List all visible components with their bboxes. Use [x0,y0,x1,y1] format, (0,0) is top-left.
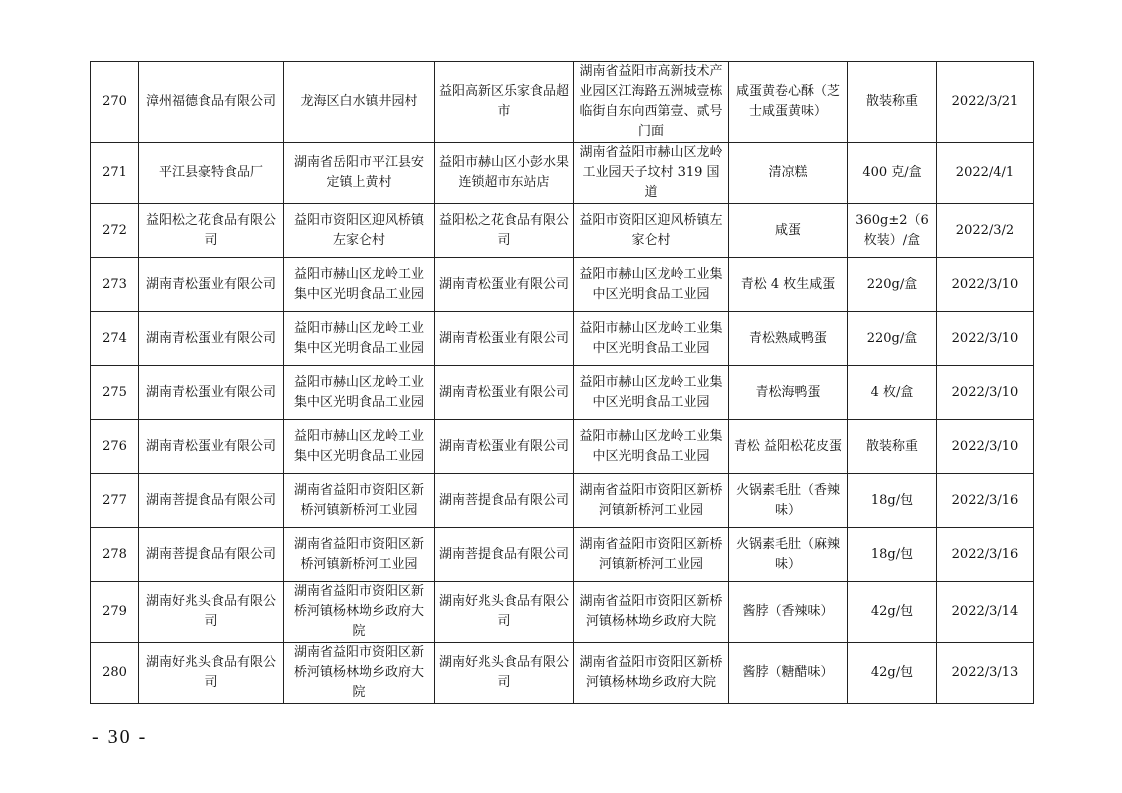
producer-address: 益阳市赫山区龙岭工业集中区光明食品工业园 [284,258,435,312]
seller-name: 益阳松之花食品有限公司 [435,204,574,258]
seller-name: 益阳高新区乐家食品超市 [435,62,574,143]
seller-address: 湖南省益阳市赫山区龙岭工业园天子坟村 319 国道 [574,143,729,204]
seller-name: 益阳市赫山区小彭水果连锁超市东站店 [435,143,574,204]
row-number: 278 [91,528,139,582]
seller-name: 湖南好兆头食品有限公司 [435,582,574,643]
product-name: 清凉糕 [729,143,848,204]
producer-address: 益阳市赫山区龙岭工业集中区光明食品工业园 [284,312,435,366]
table-body [91,62,1034,704]
producer-name: 湖南青松蛋业有限公司 [139,366,284,420]
row-number: 270 [91,62,139,143]
production-date: 2022/3/2 [937,204,1034,258]
seller-name: 湖南青松蛋业有限公司 [435,312,574,366]
row-number: 272 [91,204,139,258]
production-date: 2022/3/16 [937,528,1034,582]
row-number: 276 [91,420,139,474]
product-spec: 42g/包 [848,643,937,704]
seller-address: 湖南省益阳市资阳区新桥河镇新桥河工业园 [574,474,729,528]
producer-address: 龙海区白水镇井园村 [284,62,435,143]
producer-address: 益阳市赫山区龙岭工业集中区光明食品工业园 [284,420,435,474]
table-row [91,582,1034,643]
production-date: 2022/3/10 [937,366,1034,420]
table-row [91,312,1034,366]
seller-name: 湖南菩提食品有限公司 [435,528,574,582]
producer-name: 湖南青松蛋业有限公司 [139,312,284,366]
producer-name: 益阳松之花食品有限公司 [139,204,284,258]
table-row [91,643,1034,704]
product-spec: 18g/包 [848,474,937,528]
producer-name: 湖南菩提食品有限公司 [139,528,284,582]
product-name: 酱脖（香辣味） [729,582,848,643]
row-number: 279 [91,582,139,643]
sampling-results-table [90,61,1034,704]
producer-address: 益阳市资阳区迎风桥镇左家仑村 [284,204,435,258]
product-name: 咸蛋 [729,204,848,258]
producer-name: 湖南好兆头食品有限公司 [139,582,284,643]
product-name: 青松海鸭蛋 [729,366,848,420]
producer-address: 益阳市赫山区龙岭工业集中区光明食品工业园 [284,366,435,420]
producer-name: 湖南青松蛋业有限公司 [139,258,284,312]
table-row [91,204,1034,258]
product-name: 火锅素毛肚（香辣味） [729,474,848,528]
producer-name: 湖南青松蛋业有限公司 [139,420,284,474]
producer-name: 湖南菩提食品有限公司 [139,474,284,528]
seller-name: 湖南好兆头食品有限公司 [435,643,574,704]
production-date: 2022/3/10 [937,420,1034,474]
table-row [91,62,1034,143]
row-number: 277 [91,474,139,528]
table-row [91,258,1034,312]
row-number: 280 [91,643,139,704]
production-date: 2022/3/16 [937,474,1034,528]
seller-name: 湖南青松蛋业有限公司 [435,420,574,474]
producer-name: 湖南好兆头食品有限公司 [139,643,284,704]
seller-address: 湖南省益阳市资阳区新桥河镇杨林坳乡政府大院 [574,643,729,704]
product-name: 咸蛋黄卷心酥（芝士咸蛋黄味） [729,62,848,143]
product-name: 酱脖（糖醋味） [729,643,848,704]
product-name: 火锅素毛肚（麻辣味） [729,528,848,582]
row-number: 275 [91,366,139,420]
production-date: 2022/3/10 [937,258,1034,312]
production-date: 2022/4/1 [937,143,1034,204]
row-number: 273 [91,258,139,312]
table-row [91,143,1034,204]
seller-address: 益阳市赫山区龙岭工业集中区光明食品工业园 [574,312,729,366]
product-spec: 400 克/盒 [848,143,937,204]
seller-address: 湖南省益阳市资阳区新桥河镇新桥河工业园 [574,528,729,582]
table-row [91,474,1034,528]
product-name: 青松 4 枚生咸蛋 [729,258,848,312]
product-spec: 散装称重 [848,62,937,143]
row-number: 274 [91,312,139,366]
product-spec: 42g/包 [848,582,937,643]
seller-address: 益阳市赫山区龙岭工业集中区光明食品工业园 [574,366,729,420]
seller-name: 湖南菩提食品有限公司 [435,474,574,528]
seller-address: 益阳市赫山区龙岭工业集中区光明食品工业园 [574,420,729,474]
product-spec: 220g/盒 [848,312,937,366]
product-name: 青松熟咸鸭蛋 [729,312,848,366]
product-spec: 4 枚/盒 [848,366,937,420]
seller-address: 湖南省益阳市高新技术产业园区江海路五洲城壹栋临街自东向西第壹、贰号门面 [574,62,729,143]
table-row [91,366,1034,420]
table-row [91,528,1034,582]
row-number: 271 [91,143,139,204]
page-number: - 30 - [92,726,148,748]
production-date: 2022/3/14 [937,582,1034,643]
product-spec: 220g/盒 [848,258,937,312]
seller-name: 湖南青松蛋业有限公司 [435,366,574,420]
production-date: 2022/3/21 [937,62,1034,143]
product-spec: 360g±2（6 枚装）/盒 [848,204,937,258]
table-row [91,420,1034,474]
producer-address: 湖南省益阳市资阳区新桥河镇杨林坳乡政府大院 [284,582,435,643]
seller-address: 益阳市赫山区龙岭工业集中区光明食品工业园 [574,258,729,312]
seller-address: 益阳市资阳区迎风桥镇左家仑村 [574,204,729,258]
seller-name: 湖南青松蛋业有限公司 [435,258,574,312]
product-name: 青松 益阳松花皮蛋 [729,420,848,474]
producer-name: 平江县豪特食品厂 [139,143,284,204]
producer-address: 湖南省岳阳市平江县安定镇上黄村 [284,143,435,204]
producer-address: 湖南省益阳市资阳区新桥河镇新桥河工业园 [284,474,435,528]
product-spec: 18g/包 [848,528,937,582]
producer-address: 湖南省益阳市资阳区新桥河镇新桥河工业园 [284,528,435,582]
producer-name: 漳州福德食品有限公司 [139,62,284,143]
producer-address: 湖南省益阳市资阳区新桥河镇杨林坳乡政府大院 [284,643,435,704]
seller-address: 湖南省益阳市资阳区新桥河镇杨林坳乡政府大院 [574,582,729,643]
production-date: 2022/3/13 [937,643,1034,704]
product-spec: 散装称重 [848,420,937,474]
production-date: 2022/3/10 [937,312,1034,366]
